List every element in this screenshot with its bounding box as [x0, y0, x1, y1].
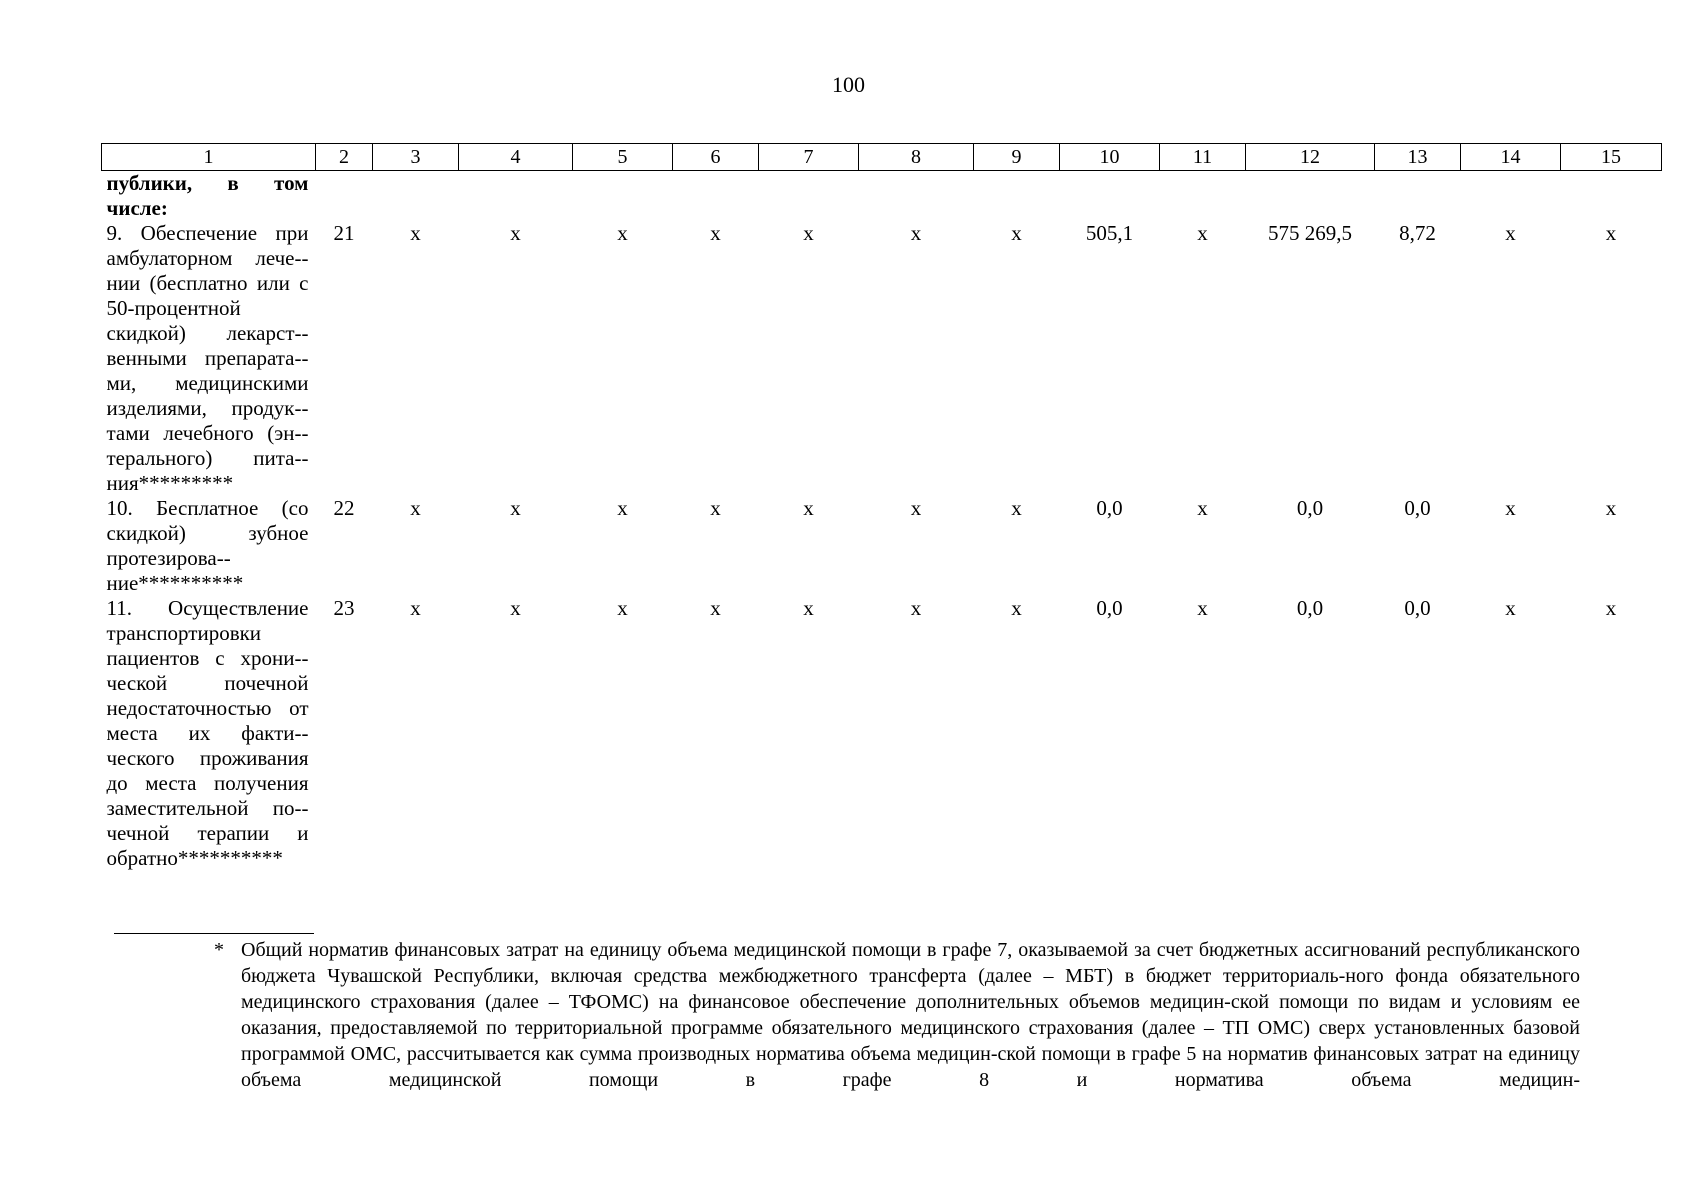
cell: х: [617, 221, 628, 245]
cell: 505,1: [1085, 221, 1134, 245]
cell: 0,0: [1296, 496, 1324, 520]
cell: х: [803, 496, 814, 520]
cell: х: [910, 496, 922, 520]
cell: х: [1505, 221, 1516, 245]
cell: х: [1505, 496, 1516, 520]
continuation-row: [102, 171, 1662, 222]
cell: х: [803, 596, 814, 620]
cell: х: [1605, 596, 1617, 620]
cell: х: [710, 496, 721, 520]
row-code: 22: [333, 496, 355, 520]
cell: х: [1011, 596, 1022, 620]
cell: 0,0: [1404, 596, 1431, 620]
cell: 0,0: [1404, 496, 1431, 520]
continuation-word: числе:: [106, 196, 168, 220]
cell: х: [510, 221, 521, 245]
row-name: 11. Осуществление транспортировки пациентов с хрони-ческой почечной недостаточностью от места их факти-ческого проживания до места получения заместительной по-чечной терапии и обратно**********: [106, 596, 309, 870]
column-header: 3: [373, 144, 459, 171]
financing-table: [101, 143, 1662, 871]
column-header: 4: [459, 144, 573, 171]
table-row: [102, 221, 1662, 496]
column-header: 11: [1160, 144, 1246, 171]
footnote-text: Общий норматив финансовых затрат на единицу объема медицинской помощи в графе 7, оказываемой за счет бюджетных ассигнований республиканского бюджета Чувашской Республики, включая средства межбюджетного трансферта (далее – МБТ) в бюджет территориаль-ного фонда обязательного медицинского страхования (далее – ТФОМС) на финансовое обеспечение дополнительных объемов медицин-ской помощи по видам и условиям ее оказания, предоставляемой по территориальной программе обязательного медицинского страхования (далее – ТП ОМС) сверх установленных базовой программой ОМС, рассчитывается как сумма производных норматива объема медицин-ской помощи в графе 5 на норматив финансовых затрат на единицу объема медицинской помощи в графе 8 и норматива объема медицин-: [241, 939, 1580, 1091]
cell: 0,0: [1096, 496, 1123, 520]
cell: 8,72: [1399, 221, 1436, 245]
cell: х: [510, 496, 521, 520]
cell: х: [617, 596, 628, 620]
column-header: 12: [1246, 144, 1375, 171]
cell: х: [803, 221, 814, 245]
cell: х: [410, 221, 421, 245]
cell: 0,0: [1096, 596, 1123, 620]
column-header: 8: [859, 144, 974, 171]
column-header: 1: [102, 144, 316, 171]
footnote-separator: [114, 933, 314, 934]
footnote: [214, 937, 1580, 1093]
row-name: 9. Обеспечение при амбулаторном лече-нии (бесплатно или с 50-процентной скидкой) лекарст-венными препарата-ми, медицинскими изделиями, продук-тами лечебного (эн-терального) пита-ния*********: [106, 221, 309, 495]
cell: 0,0: [1296, 596, 1324, 620]
cell: х: [1505, 596, 1516, 620]
cell: х: [710, 221, 721, 245]
cell: х: [410, 596, 421, 620]
continuation-word: том: [274, 171, 309, 195]
continuation-label: [102, 171, 316, 222]
row-name: 10. Бесплатное (со скидкой) зубное протезирова-ние**********: [106, 496, 309, 595]
cell: х: [1605, 496, 1617, 520]
column-header: 14: [1461, 144, 1561, 171]
table-row: [102, 596, 1662, 871]
column-header: 7: [759, 144, 859, 171]
column-header: 10: [1060, 144, 1160, 171]
cell: 575 269,5: [1268, 221, 1352, 245]
cell: х: [410, 496, 421, 520]
row-code: 23: [333, 596, 355, 620]
column-header: 13: [1375, 144, 1461, 171]
cell: х: [710, 596, 721, 620]
table-row: [102, 496, 1662, 596]
cell: х: [1011, 221, 1022, 245]
cell: х: [1011, 496, 1022, 520]
cell: х: [617, 496, 628, 520]
cell: х: [1197, 596, 1208, 620]
continuation-word: публики,: [106, 171, 193, 195]
cell: х: [910, 596, 922, 620]
footnote-mark: *: [214, 939, 224, 961]
continuation-word: в: [227, 171, 239, 195]
cell: х: [1605, 221, 1617, 245]
cell: х: [510, 596, 521, 620]
column-header: 2: [316, 144, 373, 171]
cell: х: [1197, 221, 1208, 245]
page-number: 100: [832, 72, 865, 97]
row-code: 21: [333, 221, 355, 245]
column-header: 5: [573, 144, 673, 171]
column-header: 6: [673, 144, 759, 171]
cell: х: [1197, 496, 1208, 520]
column-header: 15: [1561, 144, 1662, 171]
column-header: 9: [974, 144, 1060, 171]
cell: х: [910, 221, 922, 245]
column-number-row: [102, 144, 1662, 171]
